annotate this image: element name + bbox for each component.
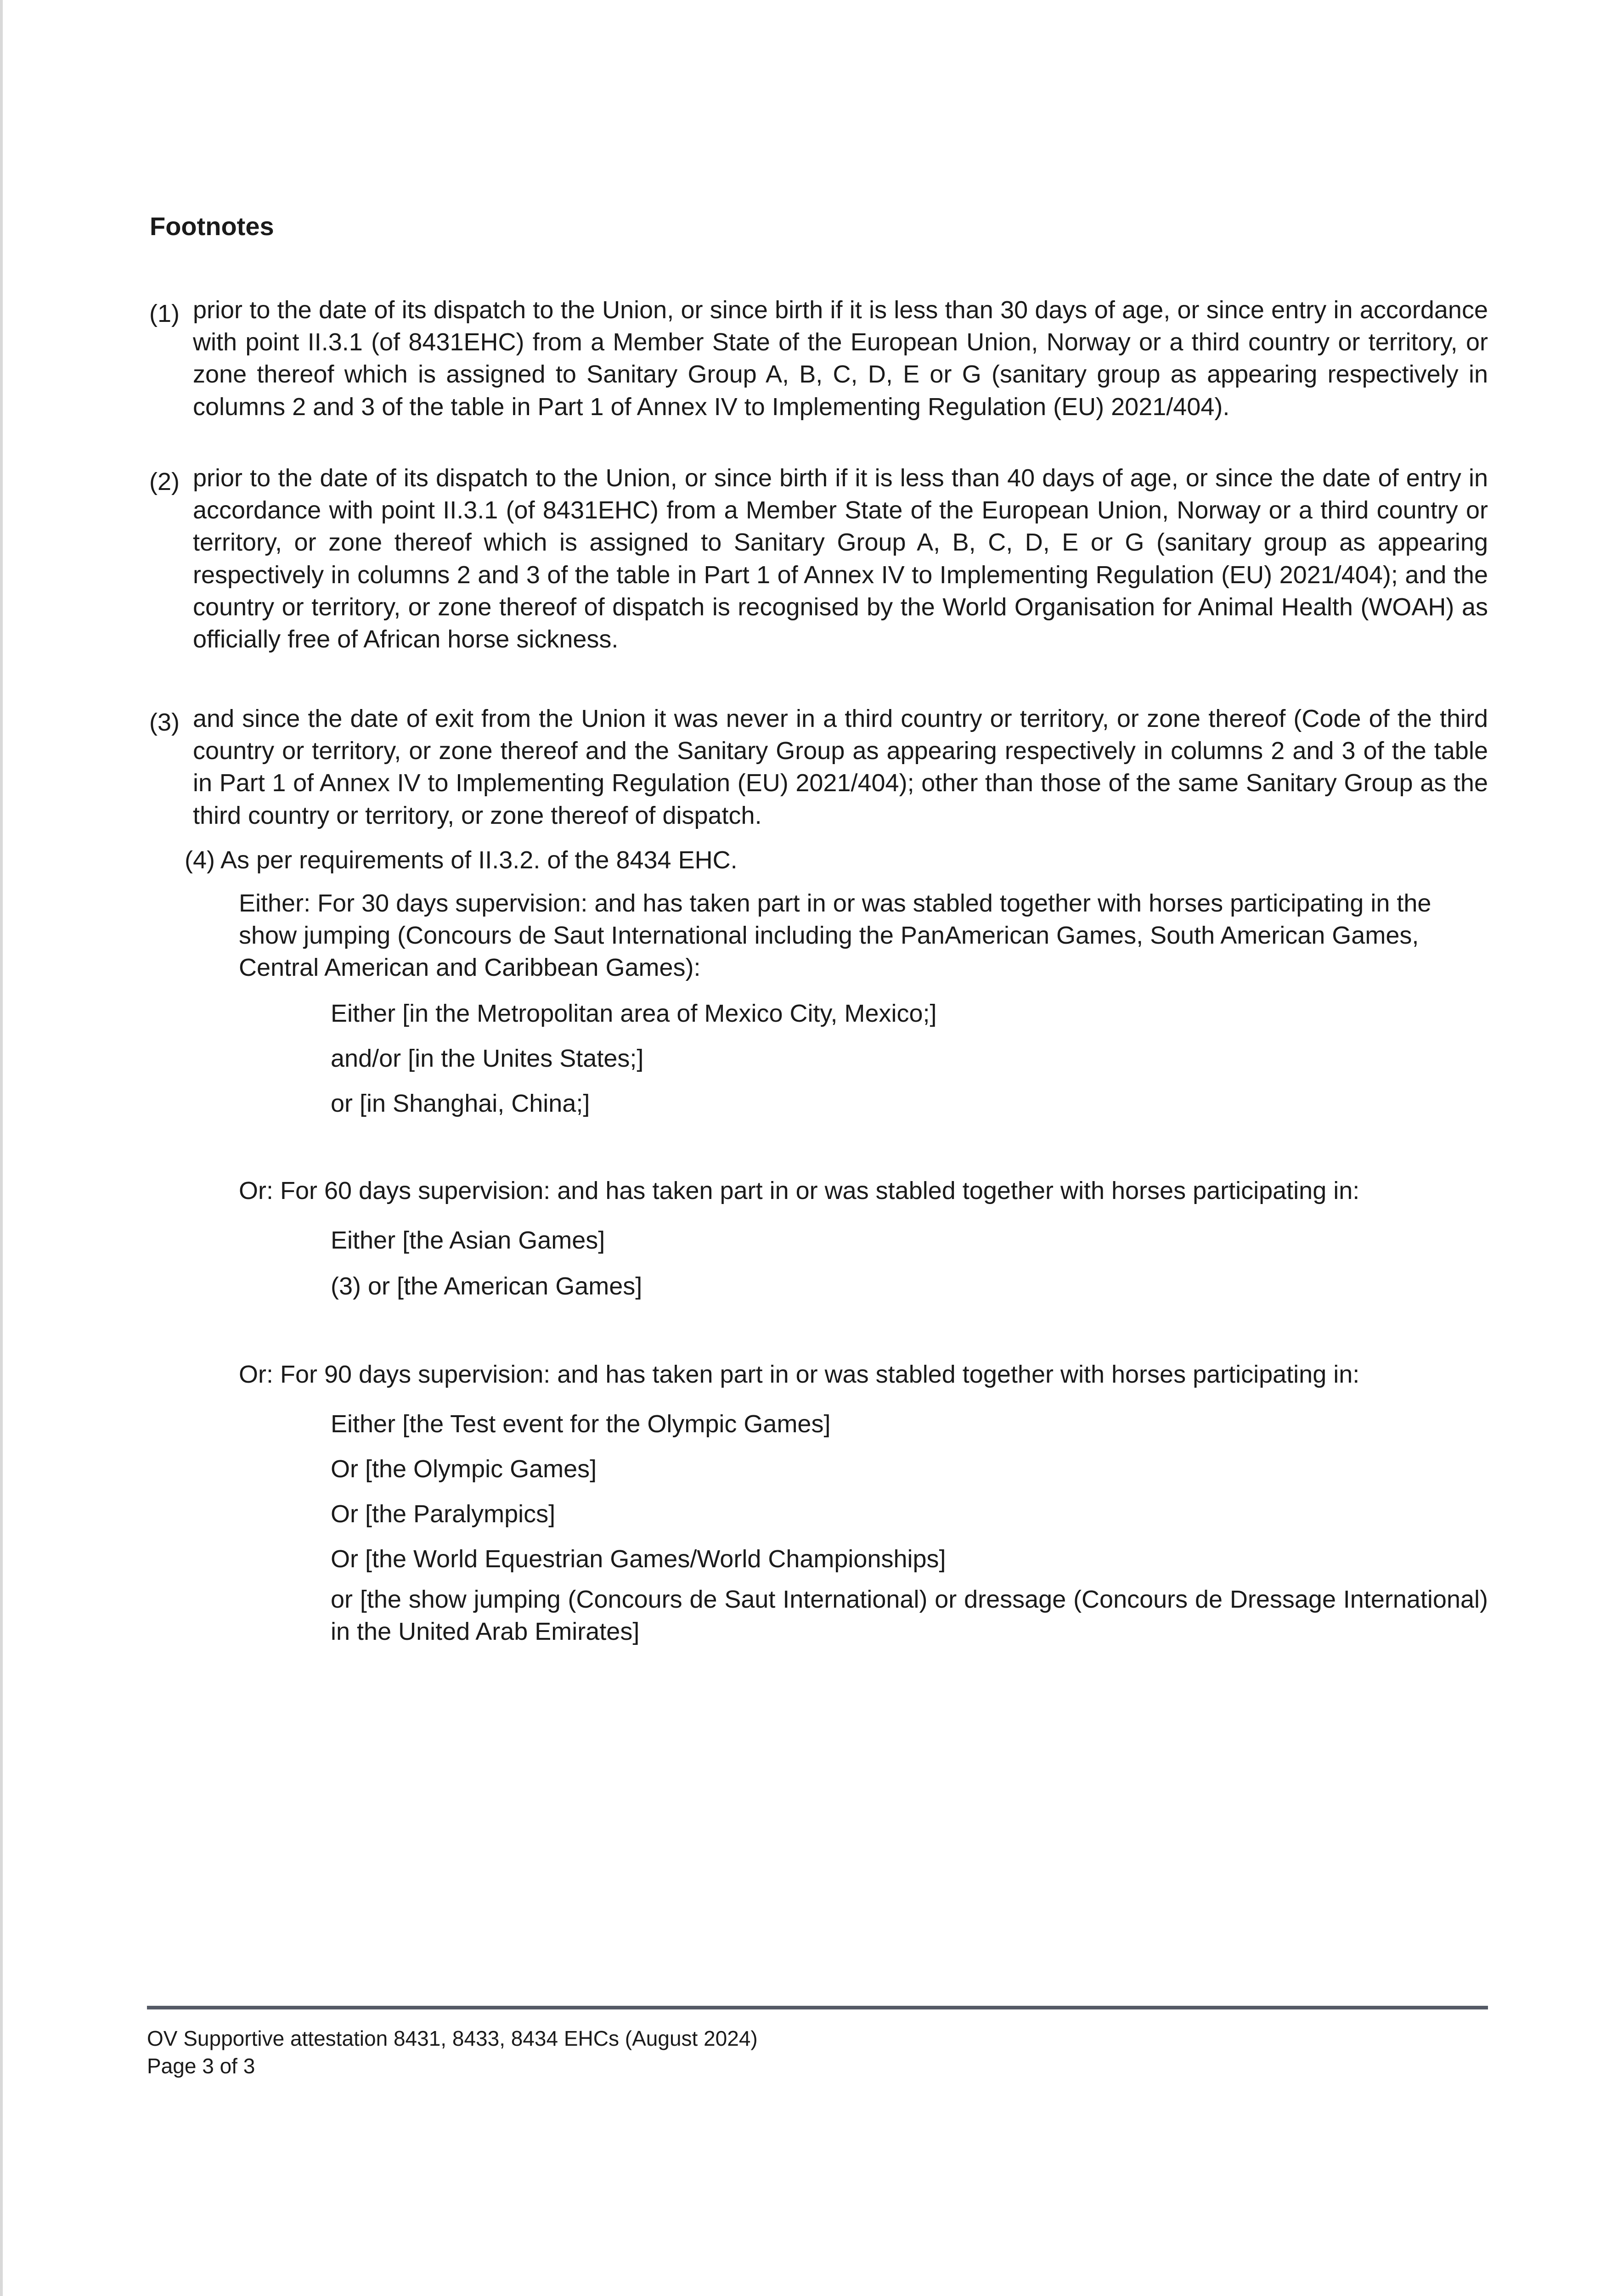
footnote-number: (1) xyxy=(149,300,180,327)
supervision-60-days-intro: Or: For 60 days supervision: and has taken part in or was stabled together with horses participating in: xyxy=(239,1177,1360,1204)
option-american-games: (3) or [the American Games] xyxy=(331,1272,642,1300)
footnotes-heading: Footnotes xyxy=(150,212,274,241)
footnote-number: (3) xyxy=(149,709,180,736)
option-mexico-city: Either [in the Metropolitan area of Mexico City, Mexico;] xyxy=(331,1000,937,1027)
footnote-number: (2) xyxy=(149,468,180,495)
option-uae-show-jumping-dressage: or [the show jumping (Concours de Saut International) or dressage (Concours de Dressage International) in the United Arab Emirates] xyxy=(331,1586,1488,1646)
supervision-30-days-intro: Either: For 30 days supervision: and has taken part in or was stabled together with horses participating in the show jumping (Concours de Saut International including the PanAmerican Games, South American Games, Central American and Caribbean Games): xyxy=(239,889,1431,982)
option-paralympics: Or [the Paralympics] xyxy=(331,1500,556,1528)
footnote-4-number: (4) xyxy=(185,846,215,874)
option-shanghai: or [in Shanghai, China;] xyxy=(331,1090,590,1117)
footnote-text: prior to the date of its dispatch to the Union, or since birth if it is less than 30 days of age, or since entry in accordance with point II.3.1 (of 8431EHC) from a Member State of the European Union, Norway or a third country or territory, or zone thereof which is assigned to Sanitary Group A, B, C, D, E or G (sanitary group as appearing respectively in columns 2 and 3 of the table in Part 1 of Annex IV to Implementing Regulation (EU) 2021/404). xyxy=(193,296,1488,421)
option-united-states: and/or [in the Unites States;] xyxy=(331,1045,644,1072)
footer-divider xyxy=(147,2006,1488,2009)
footer-page-number: Page 3 of 3 xyxy=(147,2054,255,2078)
option-world-equestrian-games: Or [the World Equestrian Games/World Championships] xyxy=(331,1545,946,1573)
option-olympic-test-event: Either [the Test event for the Olympic Games] xyxy=(331,1410,831,1438)
footnote-4-lead: As per requirements of II.3.2. of the 8434 EHC. xyxy=(220,846,738,874)
footnote-text: prior to the date of its dispatch to the Union, or since birth if it is less than 40 days of age, or since the date of entry in accordance with point II.3.1 (of 8431EHC) from a Member State of the European Union, Norway or a third country or territory, or zone thereof which is assigned to Sanitary Group A, B, C, D, E or G (sanitary group as appearing respectively in columns 2 and 3 of the table in Part 1 of Annex IV to Implementing Regulation (EU) 2021/404); and the country or territory, or zone thereof of dispatch is recognised by the World Organisation for Animal Health (WOAH) as officially free of African horse sickness. xyxy=(193,464,1488,653)
page-edge xyxy=(0,0,3,2296)
footnote-1 xyxy=(149,294,1488,423)
footnote-2 xyxy=(149,462,1488,655)
footnote-text: and since the date of exit from the Union it was never in a third country or territory, or zone thereof (Code of the third country or territory, or zone thereof and the Sanitary Group as appearing respectively in columns 2 and 3 of the table in Part 1 of Annex IV to Implementing Regulation (EU) 2021/404); other than those of the same Sanitary Group as the third country or territory, or zone thereof of dispatch. xyxy=(193,705,1488,829)
option-olympic-games: Or [the Olympic Games] xyxy=(331,1455,597,1483)
footer-document-title: OV Supportive attestation 8431, 8433, 8434 EHCs (August 2024) xyxy=(147,2026,758,2050)
option-asian-games: Either [the Asian Games] xyxy=(331,1227,605,1254)
supervision-90-days-intro: Or: For 90 days supervision: and has taken part in or was stabled together with horses participating in: xyxy=(239,1361,1360,1388)
footnote-3 xyxy=(149,703,1488,832)
